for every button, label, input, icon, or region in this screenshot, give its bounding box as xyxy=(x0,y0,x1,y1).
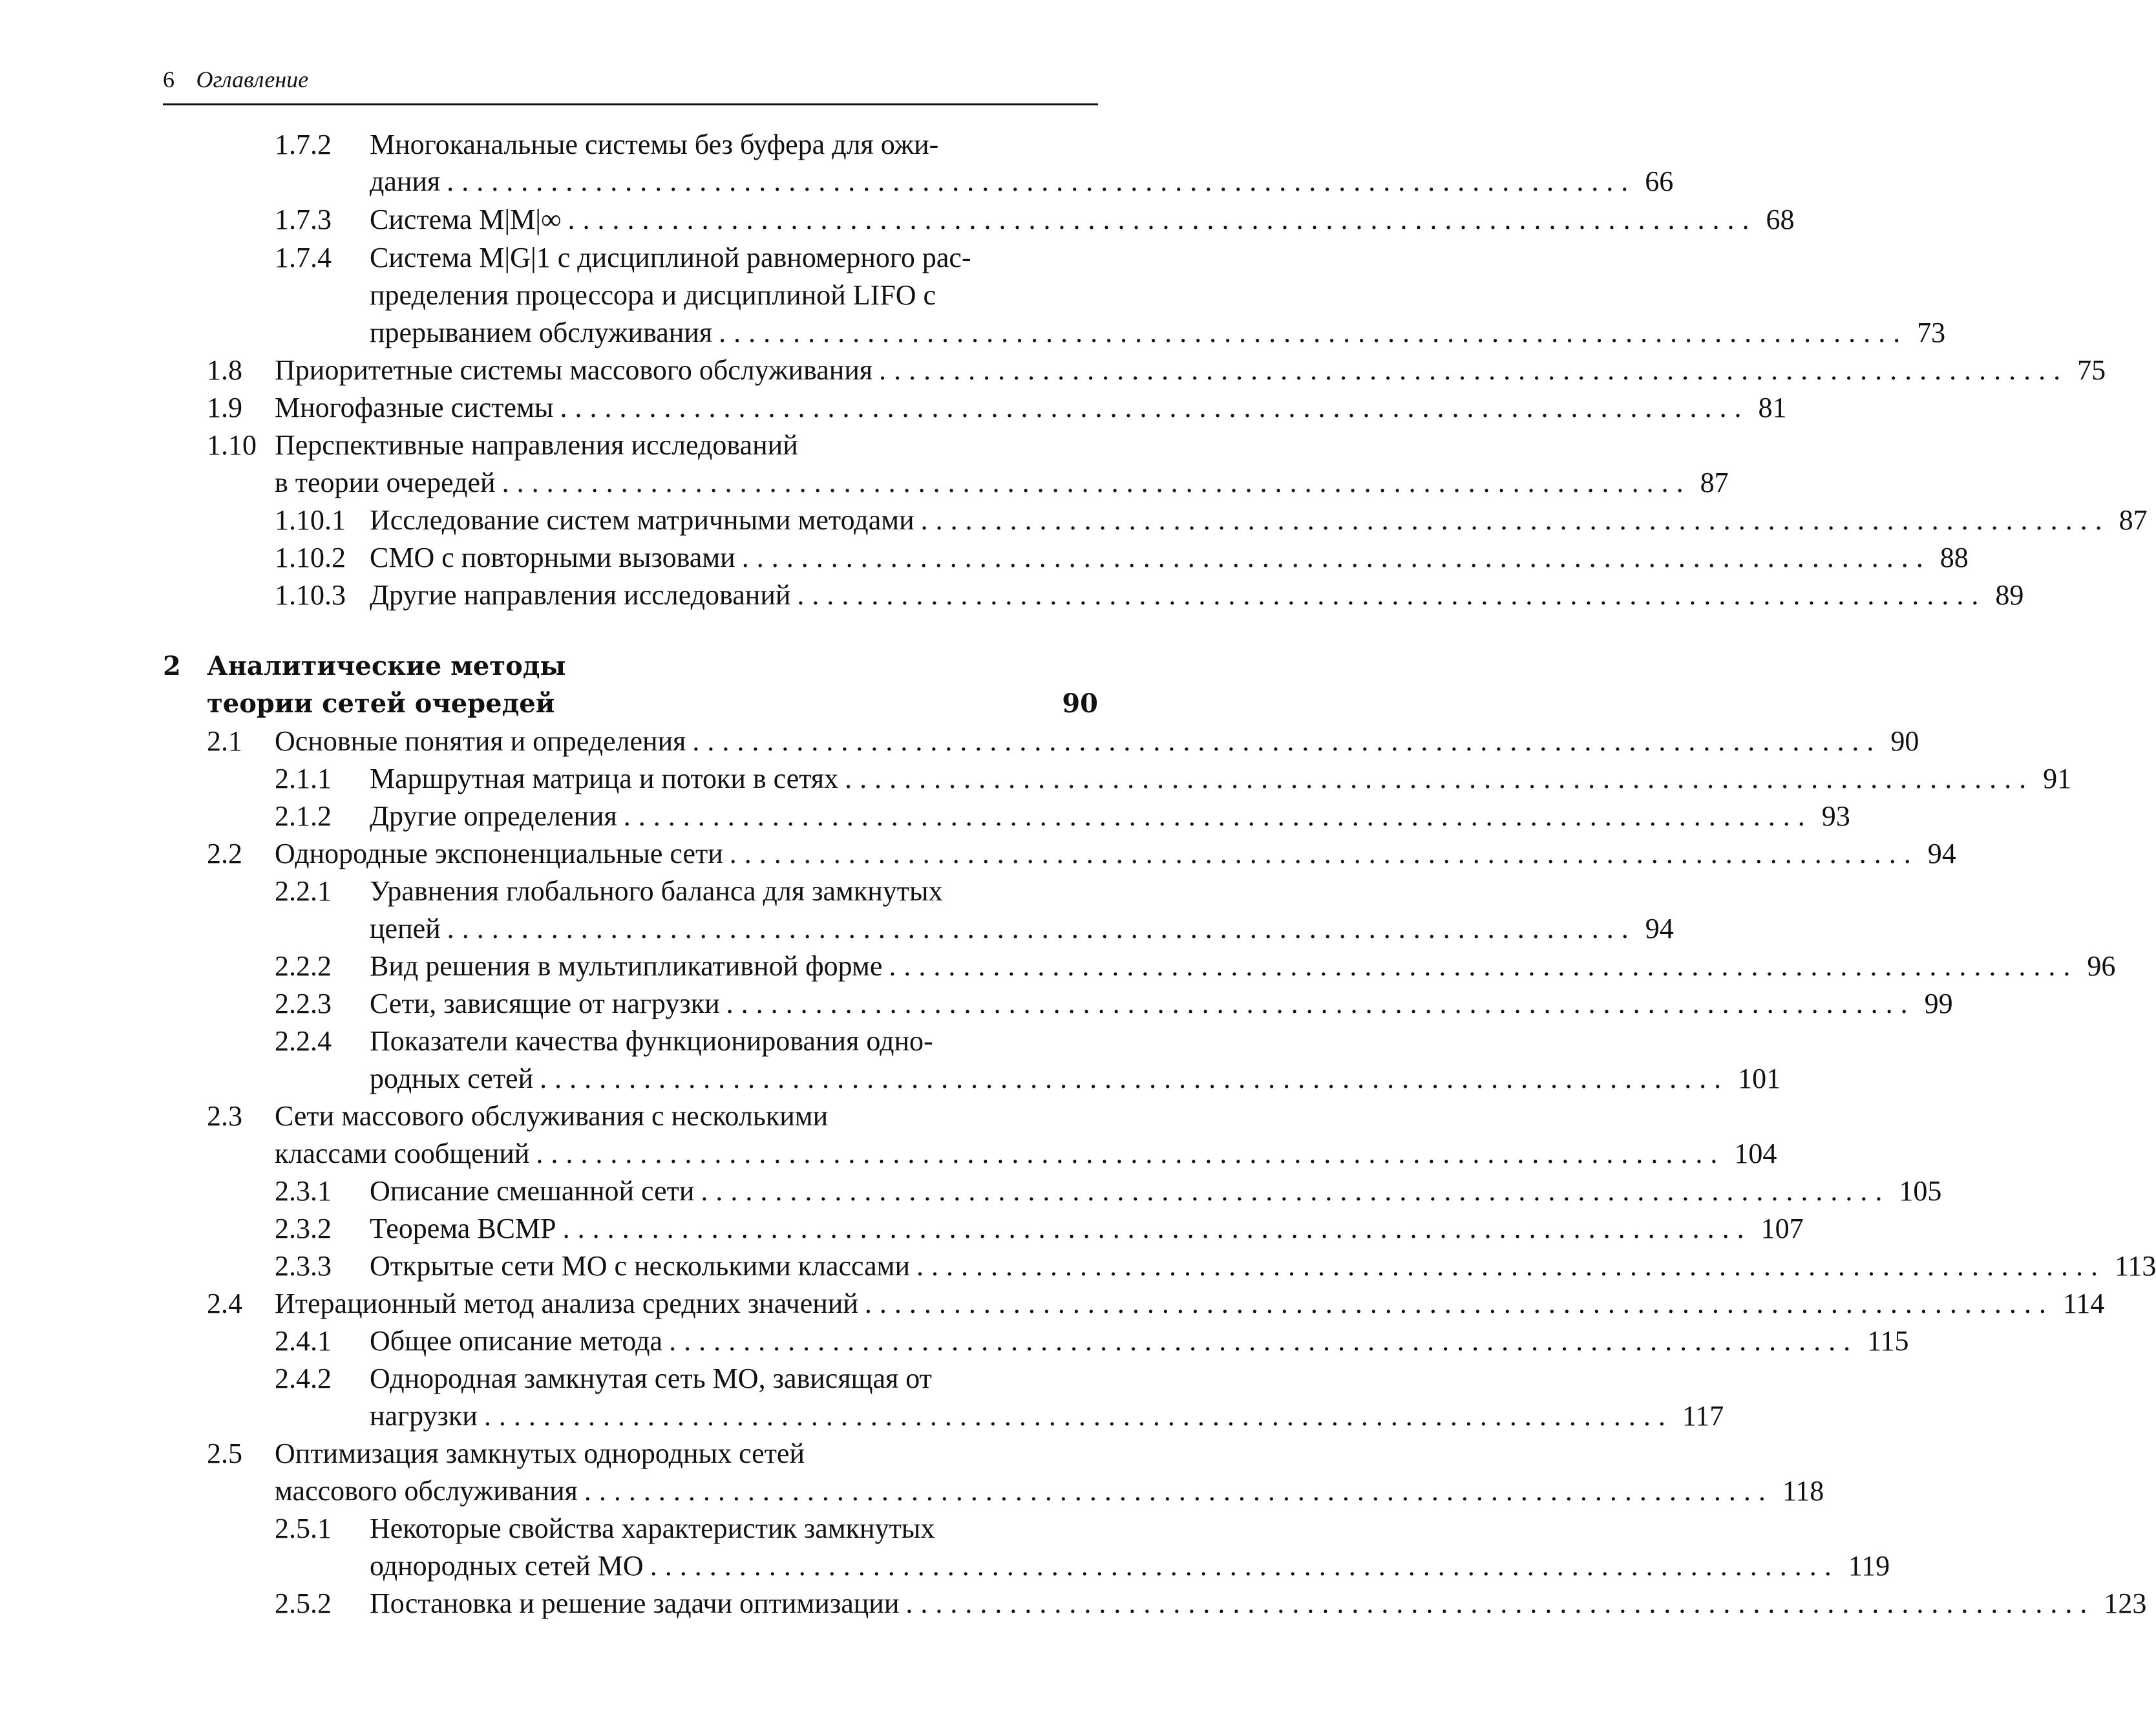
dot-leader: ................................................................................ xyxy=(797,579,1987,611)
dot-leader: ................................................................................ xyxy=(562,1213,1752,1244)
entry-title: теории сетей очередей xyxy=(207,688,555,719)
entry-page-number: 81 xyxy=(1758,392,1787,423)
dot-leader: ................................................................................ xyxy=(905,1587,2095,1619)
toc-entry-line xyxy=(370,910,1674,948)
entry-number: 1.10 xyxy=(207,429,257,461)
entry-page-number: 94 xyxy=(1927,838,1956,869)
toc-entry-line xyxy=(275,1510,1098,1547)
toc-entry-line xyxy=(370,1547,1890,1585)
entry-title: Многофазные системы xyxy=(275,392,554,423)
entry-page-number: 87 xyxy=(2119,504,2148,536)
entry-title: Оптимизация замкнутых однородных сетей xyxy=(275,1438,805,1469)
entry-title: Перспективные направления исследований xyxy=(275,429,798,461)
dot-leader: ................................................................................ xyxy=(540,1063,1729,1094)
toc-entry-line xyxy=(275,201,1795,239)
entry-title: Некоторые свойства характеристик замкнутых xyxy=(370,1513,935,1544)
entry-number: 1.8 xyxy=(207,354,242,386)
dot-leader: ................................................................................ xyxy=(864,1288,2054,1319)
entry-number: 2.1 xyxy=(207,725,242,757)
entry-title: однородных сетей МО xyxy=(370,1550,644,1582)
entry-title: пределения процессора и дисциплиной LIFO с xyxy=(370,279,936,311)
toc-entry-line xyxy=(207,1435,1098,1472)
entry-page-number: 87 xyxy=(1700,467,1729,498)
entry-page-number: 66 xyxy=(1645,165,1674,197)
entry-number: 1.10.3 xyxy=(275,579,346,611)
entry-title: Открытые сети МО с несколькими классами xyxy=(370,1250,911,1282)
entry-number: 2 xyxy=(163,651,181,681)
header-page-number: 6 xyxy=(163,67,174,92)
dot-leader: ................................................................................ xyxy=(623,800,1813,832)
toc-entry-line xyxy=(275,985,1953,1023)
entry-title: дания xyxy=(370,165,441,197)
entry-page-number: 115 xyxy=(1867,1325,1909,1357)
entry-page-number: 107 xyxy=(1760,1213,1804,1244)
entry-number: 2.5 xyxy=(207,1438,242,1469)
entry-number: 1.10.1 xyxy=(275,504,346,536)
toc-entry-line xyxy=(275,126,1098,164)
dot-leader: ................................................................................ xyxy=(889,950,2078,982)
entry-page-number: 93 xyxy=(1821,800,1850,832)
dot-leader: ................................................................................ xyxy=(567,204,1757,235)
toc-entry-line xyxy=(207,835,1956,873)
entry-title: Описание смешанной сети xyxy=(370,1175,695,1207)
entry-page-number: 101 xyxy=(1738,1063,1781,1094)
dot-leader: ................................................................................ xyxy=(447,913,1636,944)
entry-page-number: 94 xyxy=(1645,913,1674,944)
dot-leader: ................................................................................ xyxy=(692,725,1882,757)
toc-entry-line xyxy=(207,427,1098,464)
toc-entry-line xyxy=(275,1023,1098,1060)
entry-page-number: 91 xyxy=(2043,763,2072,794)
entry-page-number: 114 xyxy=(2062,1288,2105,1319)
entry-number: 2.4.2 xyxy=(275,1363,332,1394)
dot-leader: ................................................................................ xyxy=(879,354,2069,386)
entry-title: Исследование систем матричными методами xyxy=(370,504,914,536)
entry-number: 2.2.2 xyxy=(275,950,332,982)
dot-leader: ................................................................................ xyxy=(845,763,2034,794)
entry-page-number: 117 xyxy=(1682,1400,1724,1432)
entry-number: 2.1.1 xyxy=(275,763,332,794)
toc-entry-line xyxy=(275,1360,1098,1397)
entry-title: Показатели качества функционирования одно- xyxy=(370,1025,933,1057)
entry-title: Другие направления исследований xyxy=(370,579,791,611)
entry-title: Аналитические методы xyxy=(207,651,566,681)
dot-leader: ................................................................................ xyxy=(741,542,1931,573)
entry-number: 2.4 xyxy=(207,1288,242,1319)
dot-leader: ................................................................................ xyxy=(916,1250,2106,1282)
entry-title: Основные понятия и определения xyxy=(275,725,686,757)
entry-page-number: 75 xyxy=(2077,354,2106,386)
entry-number: 2.2 xyxy=(207,838,242,869)
toc-entry-line xyxy=(370,163,1674,200)
dot-leader: ................................................................................ xyxy=(536,1138,1726,1169)
running-header xyxy=(163,63,308,96)
entry-title: СМО с повторными вызовами xyxy=(370,542,735,573)
entry-title: Постановка и решение задачи оптимизации xyxy=(370,1587,900,1619)
toc-entry-line xyxy=(207,1098,1098,1135)
dot-leader: ................................................................................ xyxy=(584,1475,1773,1507)
entry-number: 2.5.2 xyxy=(275,1587,332,1619)
toc-entry-line xyxy=(207,389,1787,427)
dot-leader: ................................................................................ xyxy=(719,317,1908,348)
dot-leader: ................................................................................ xyxy=(502,467,1691,498)
header-rule xyxy=(163,103,1098,105)
dot-leader: ................................................................................ xyxy=(669,1325,1859,1357)
toc-entry-line xyxy=(207,352,2106,389)
entry-title: прерыванием обслуживания xyxy=(370,317,713,348)
entry-number: 1.7.4 xyxy=(275,242,332,273)
entry-title: Сети, зависящие от нагрузки xyxy=(370,988,720,1019)
entry-page-number: 89 xyxy=(1995,579,2024,611)
toc-entry-line xyxy=(275,760,2072,798)
dot-leader: ................................................................................ xyxy=(447,165,1636,197)
dot-leader: ................................................................................ xyxy=(650,1550,1839,1582)
toc-entry-line xyxy=(275,1210,1804,1248)
dot-leader: ................................................................................ xyxy=(560,392,1749,423)
entry-title: Теорема ВСМР xyxy=(370,1213,556,1244)
toc-entry-line xyxy=(207,1285,2105,1322)
entry-number: 2.3.2 xyxy=(275,1213,332,1244)
entry-title: Однородная замкнутая сеть МО, зависящая от xyxy=(370,1363,932,1394)
entry-page-number: 73 xyxy=(1917,317,1946,348)
toc-entry-line xyxy=(275,798,1850,835)
toc-entry-line xyxy=(275,502,2148,539)
entry-page-number: 96 xyxy=(2087,950,2116,982)
toc-entry-line xyxy=(275,1248,2156,1285)
entry-title: в теории очередей xyxy=(275,467,496,498)
entry-title: Многоканальные системы без буфера для ожи- xyxy=(370,129,939,160)
entry-title: Общее описание метода xyxy=(370,1325,663,1357)
entry-page-number: 113 xyxy=(2115,1250,2156,1282)
entry-number: 2.3.1 xyxy=(275,1175,332,1207)
toc-entry-line xyxy=(370,1397,1724,1435)
toc-entry-line xyxy=(275,948,2116,985)
toc-entry-line xyxy=(275,1472,1824,1510)
entry-page-number: 123 xyxy=(2104,1587,2147,1619)
entry-title: Однородные экспоненциальные сети xyxy=(275,838,723,869)
dot-leader: ................................................................................ xyxy=(483,1400,1673,1432)
toc-entry-line xyxy=(275,539,1969,577)
entry-page-number: 104 xyxy=(1734,1138,1777,1169)
chapter-entry-line xyxy=(207,685,1098,723)
entry-page-number: 99 xyxy=(1924,988,1953,1019)
toc-entry-line xyxy=(275,1173,1942,1210)
entry-number: 1.10.2 xyxy=(275,542,346,573)
toc-entry-line xyxy=(207,723,1919,760)
header-title: Оглавление xyxy=(196,67,309,92)
entry-number: 1.7.2 xyxy=(275,129,332,160)
toc-entry-line xyxy=(275,873,1098,910)
entry-page-number: 90 xyxy=(1062,688,1098,719)
entry-title: массового обслуживания xyxy=(275,1475,578,1507)
toc-entry-line xyxy=(370,314,1946,352)
entry-title: Система M|G|1 с дисциплиной равномерного рас- xyxy=(370,242,971,273)
entry-number: 2.2.4 xyxy=(275,1025,332,1057)
entry-number: 2.3 xyxy=(207,1100,242,1132)
entry-page-number: 118 xyxy=(1782,1475,1824,1507)
entry-number: 2.1.2 xyxy=(275,800,332,832)
entry-title: Итерационный метод анализа средних значений xyxy=(275,1288,858,1319)
entry-title: родных сетей xyxy=(370,1063,534,1094)
entry-title: классами сообщений xyxy=(275,1138,530,1169)
entry-page-number: 88 xyxy=(1939,542,1969,573)
toc-entry-line xyxy=(275,1135,1777,1173)
toc-entry-line xyxy=(370,1060,1781,1098)
toc-entry-line xyxy=(275,239,1098,277)
toc-entry-line xyxy=(275,577,2024,614)
entry-title: Уравнения глобального баланса для замкнутых xyxy=(370,875,943,907)
dot-leader: ................................................................................ xyxy=(729,838,1919,869)
entry-title: цепей xyxy=(370,913,441,944)
toc-entry-line xyxy=(275,1322,1909,1360)
dot-leader: ................................................................................ xyxy=(726,988,1916,1019)
dot-leader: ................................................................................ xyxy=(701,1175,1890,1207)
entry-title: Вид решения в мультипликативной форме xyxy=(370,950,883,982)
entry-page-number: 68 xyxy=(1766,204,1795,235)
entry-number: 2.3.3 xyxy=(275,1250,332,1282)
entry-title: Другие определения xyxy=(370,800,617,832)
entry-title: Система M|M|∞ xyxy=(370,204,562,235)
entry-title: Сети массового обслуживания с несколькими xyxy=(275,1100,829,1132)
dot-leader: ................................................................................ xyxy=(920,504,2110,536)
entry-title: Приоритетные системы массового обслуживания xyxy=(275,354,873,386)
entry-number: 2.2.3 xyxy=(275,988,332,1019)
entry-title: Маршрутная матрица и потоки в сетях xyxy=(370,763,839,794)
entry-number: 1.9 xyxy=(207,392,242,423)
entry-number: 2.5.1 xyxy=(275,1513,332,1544)
entry-page-number: 119 xyxy=(1848,1550,1890,1582)
toc-entry-line xyxy=(370,277,1098,314)
entry-number: 2.4.1 xyxy=(275,1325,332,1357)
entry-number: 2.2.1 xyxy=(275,875,332,907)
toc-entry-line xyxy=(275,464,1729,502)
chapter-entry-line xyxy=(163,648,1098,685)
entry-number: 1.7.3 xyxy=(275,204,332,235)
entry-page-number: 90 xyxy=(1890,725,1919,757)
entry-page-number: 105 xyxy=(1899,1175,1942,1207)
toc-entry-line xyxy=(275,1585,2147,1622)
entry-title: нагрузки xyxy=(370,1400,478,1432)
